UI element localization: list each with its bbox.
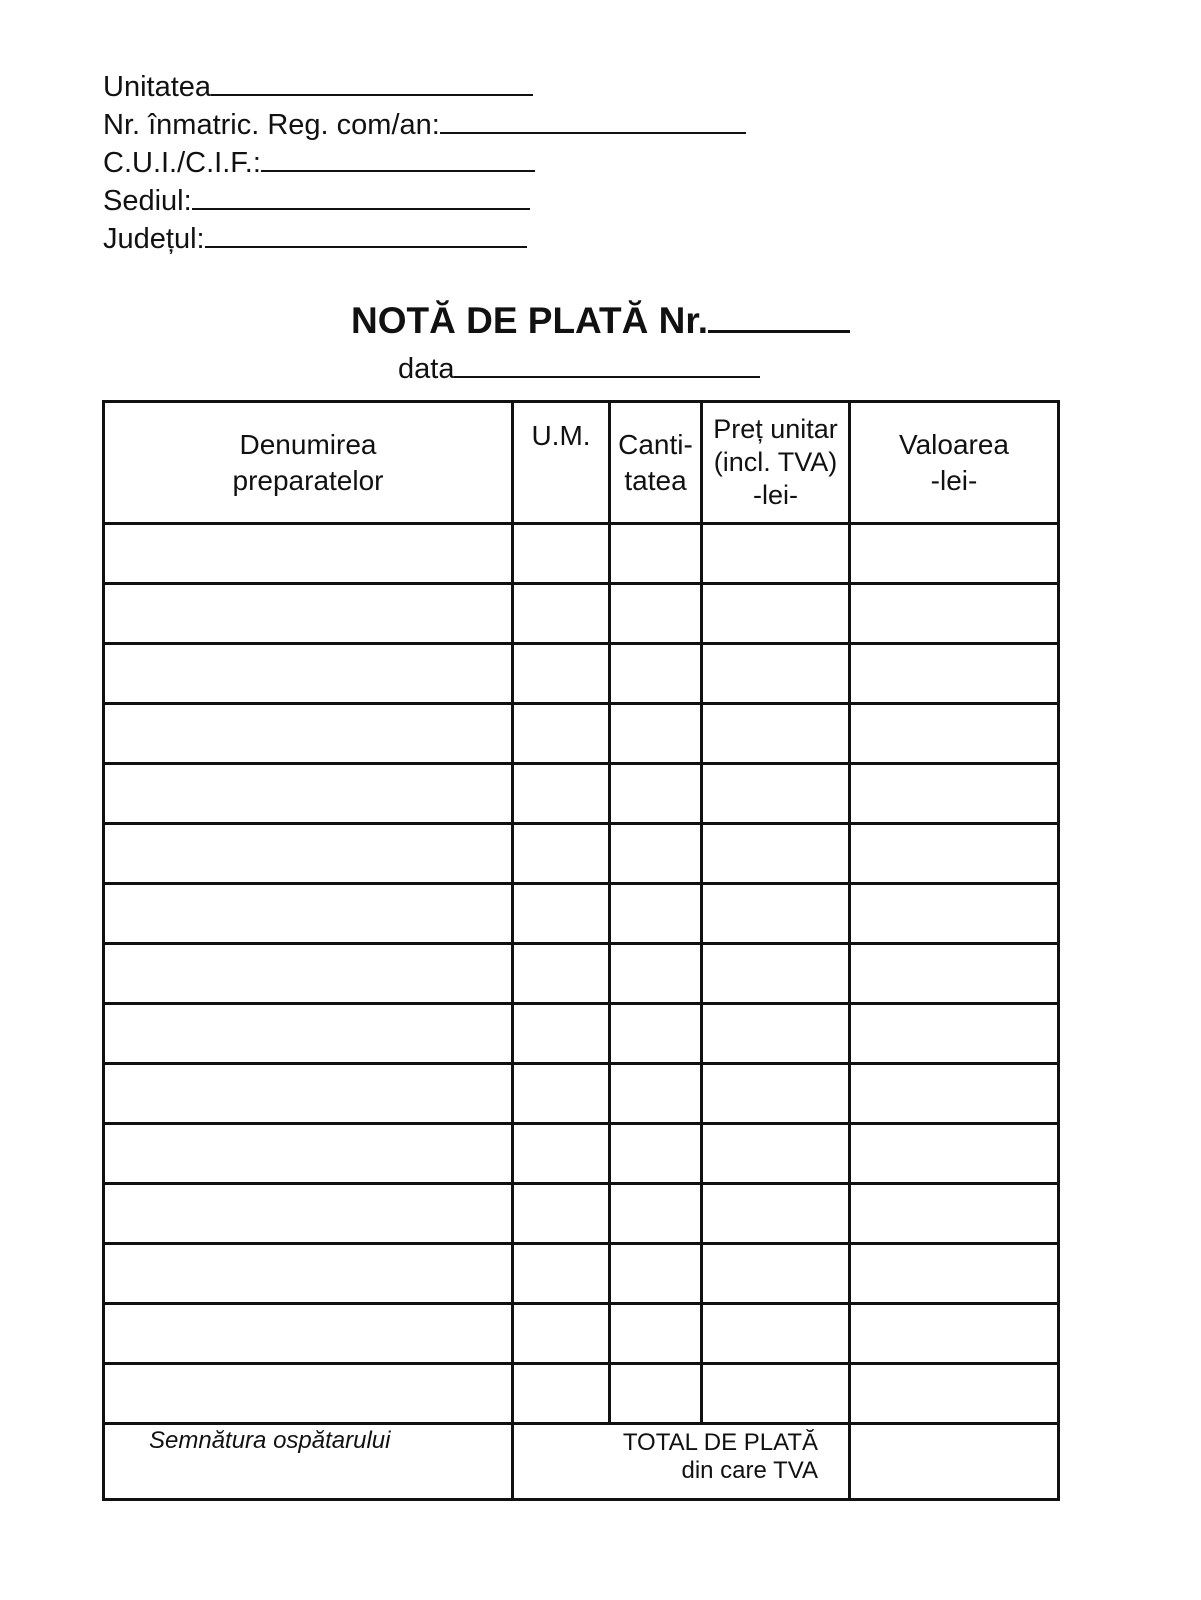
item-name-cell[interactable] — [104, 644, 513, 704]
table-row — [104, 824, 1059, 884]
document-title: NOTĂ DE PLATĂ Nr. — [351, 300, 708, 341]
item-um-cell[interactable] — [513, 1004, 610, 1064]
item-um-cell[interactable] — [513, 1244, 610, 1304]
item-rows — [104, 524, 1059, 1424]
item-value-cell[interactable] — [850, 584, 1059, 644]
item-name-cell[interactable] — [104, 704, 513, 764]
item-name-cell[interactable] — [104, 1244, 513, 1304]
item-unit-price-cell[interactable] — [702, 1184, 850, 1244]
table-header-row — [104, 402, 1059, 524]
county-line — [103, 220, 746, 258]
item-quantity-cell[interactable] — [610, 944, 702, 1004]
table-row — [104, 1004, 1059, 1064]
item-unit-price-cell[interactable] — [702, 1364, 850, 1424]
county-field[interactable] — [205, 222, 527, 248]
cui-field[interactable] — [261, 146, 535, 172]
item-quantity-cell[interactable] — [610, 584, 702, 644]
cui-label: C.U.I./C.I.F.: — [103, 147, 261, 179]
item-value-cell[interactable] — [850, 824, 1059, 884]
item-quantity-cell[interactable] — [610, 1244, 702, 1304]
item-quantity-cell[interactable] — [610, 1004, 702, 1064]
item-value-cell[interactable] — [850, 1304, 1059, 1364]
signature-cell[interactable] — [104, 1424, 513, 1500]
unit-label: Unitatea — [103, 71, 212, 103]
table-row — [104, 644, 1059, 704]
item-value-cell[interactable] — [850, 764, 1059, 824]
total-label: TOTAL DE PLATĂ — [622, 1429, 818, 1456]
table-row — [104, 944, 1059, 1004]
signature-label: Semnătura ospătarului — [149, 1427, 391, 1454]
item-value-cell[interactable] — [850, 1184, 1059, 1244]
company-info — [103, 68, 746, 258]
item-um-cell[interactable] — [513, 524, 610, 584]
seat-field[interactable] — [192, 184, 530, 210]
item-quantity-cell[interactable] — [610, 764, 702, 824]
col-header-unit-price: Preț unitar (incl. TVA) -lei- — [702, 402, 850, 524]
items-table — [102, 400, 1060, 1501]
date-line — [398, 352, 760, 386]
item-quantity-cell[interactable] — [610, 1064, 702, 1124]
table-row — [104, 884, 1059, 944]
document-title-line — [0, 300, 1201, 342]
item-name-cell[interactable] — [104, 1184, 513, 1244]
item-value-cell[interactable] — [850, 1244, 1059, 1304]
item-name-cell[interactable] — [104, 524, 513, 584]
item-name-cell[interactable] — [104, 764, 513, 824]
item-um-cell[interactable] — [513, 764, 610, 824]
col-header-um: U.M. — [513, 402, 610, 524]
table-row — [104, 584, 1059, 644]
item-value-cell[interactable] — [850, 644, 1059, 704]
item-quantity-cell[interactable] — [610, 704, 702, 764]
item-name-cell[interactable] — [104, 1364, 513, 1424]
item-um-cell[interactable] — [513, 824, 610, 884]
item-value-cell[interactable] — [850, 884, 1059, 944]
reg-line — [103, 106, 746, 144]
item-unit-price-cell[interactable] — [702, 824, 850, 884]
item-quantity-cell[interactable] — [610, 644, 702, 704]
unit-line — [103, 68, 746, 106]
item-um-cell[interactable] — [513, 884, 610, 944]
table-row — [104, 704, 1059, 764]
col-header-name: Denumirea preparatelor — [104, 402, 513, 524]
number-field[interactable] — [708, 300, 850, 333]
cui-line — [103, 144, 746, 182]
item-unit-price-cell[interactable] — [702, 1004, 850, 1064]
item-name-cell[interactable] — [104, 1004, 513, 1064]
item-value-cell[interactable] — [850, 1064, 1059, 1124]
date-field[interactable] — [454, 352, 760, 378]
item-name-cell[interactable] — [104, 944, 513, 1004]
reg-label: Nr. înmatric. Reg. com/an: — [103, 109, 440, 141]
item-um-cell[interactable] — [513, 704, 610, 764]
item-um-cell[interactable] — [513, 1184, 610, 1244]
item-um-cell[interactable] — [513, 1364, 610, 1424]
item-unit-price-cell[interactable] — [702, 1064, 850, 1124]
item-unit-price-cell[interactable] — [702, 884, 850, 944]
total-value-cell[interactable] — [850, 1424, 1059, 1500]
table-row — [104, 764, 1059, 824]
col-header-value: Valoarea -lei- — [850, 402, 1059, 524]
table-row — [104, 1304, 1059, 1364]
item-unit-price-cell[interactable] — [702, 584, 850, 644]
item-quantity-cell[interactable] — [610, 1124, 702, 1184]
item-um-cell[interactable] — [513, 584, 610, 644]
table-row — [104, 1244, 1059, 1304]
item-unit-price-cell[interactable] — [702, 1124, 850, 1184]
item-name-cell[interactable] — [104, 824, 513, 884]
item-name-cell[interactable] — [104, 1064, 513, 1124]
unit-field[interactable] — [211, 70, 533, 96]
table-row — [104, 1064, 1059, 1124]
table-row — [104, 1124, 1059, 1184]
item-quantity-cell[interactable] — [610, 1364, 702, 1424]
county-label: Județul: — [103, 223, 205, 255]
item-um-cell[interactable] — [513, 1124, 610, 1184]
seat-label: Sediul: — [103, 185, 192, 217]
item-name-cell[interactable] — [104, 584, 513, 644]
item-unit-price-cell[interactable] — [702, 1244, 850, 1304]
item-value-cell[interactable] — [850, 524, 1059, 584]
item-value-cell[interactable] — [850, 1124, 1059, 1184]
item-unit-price-cell[interactable] — [702, 704, 850, 764]
item-value-cell[interactable] — [850, 944, 1059, 1004]
col-header-quantity: Canti- tatea — [610, 402, 702, 524]
item-quantity-cell[interactable] — [610, 884, 702, 944]
item-um-cell[interactable] — [513, 944, 610, 1004]
table-row — [104, 1364, 1059, 1424]
item-unit-price-cell[interactable] — [702, 944, 850, 1004]
item-unit-price-cell[interactable] — [702, 524, 850, 584]
item-value-cell[interactable] — [850, 1004, 1059, 1064]
date-label: data — [398, 353, 455, 385]
item-unit-price-cell[interactable] — [702, 1304, 850, 1364]
vat-label: din care TVA — [681, 1457, 818, 1484]
item-unit-price-cell[interactable] — [702, 764, 850, 824]
item-unit-price-cell[interactable] — [702, 644, 850, 704]
item-quantity-cell[interactable] — [610, 1184, 702, 1244]
table-footer-row — [104, 1424, 1059, 1500]
table-row — [104, 524, 1059, 584]
item-value-cell[interactable] — [850, 1364, 1059, 1424]
total-label-cell — [513, 1424, 850, 1500]
item-um-cell[interactable] — [513, 1304, 610, 1364]
table-row — [104, 1184, 1059, 1244]
item-quantity-cell[interactable] — [610, 1304, 702, 1364]
item-name-cell[interactable] — [104, 1124, 513, 1184]
item-um-cell[interactable] — [513, 1064, 610, 1124]
item-quantity-cell[interactable] — [610, 524, 702, 584]
item-name-cell[interactable] — [104, 884, 513, 944]
item-quantity-cell[interactable] — [610, 824, 702, 884]
reg-field[interactable] — [440, 108, 746, 134]
seat-line — [103, 182, 746, 220]
item-name-cell[interactable] — [104, 1304, 513, 1364]
item-um-cell[interactable] — [513, 644, 610, 704]
item-value-cell[interactable] — [850, 704, 1059, 764]
